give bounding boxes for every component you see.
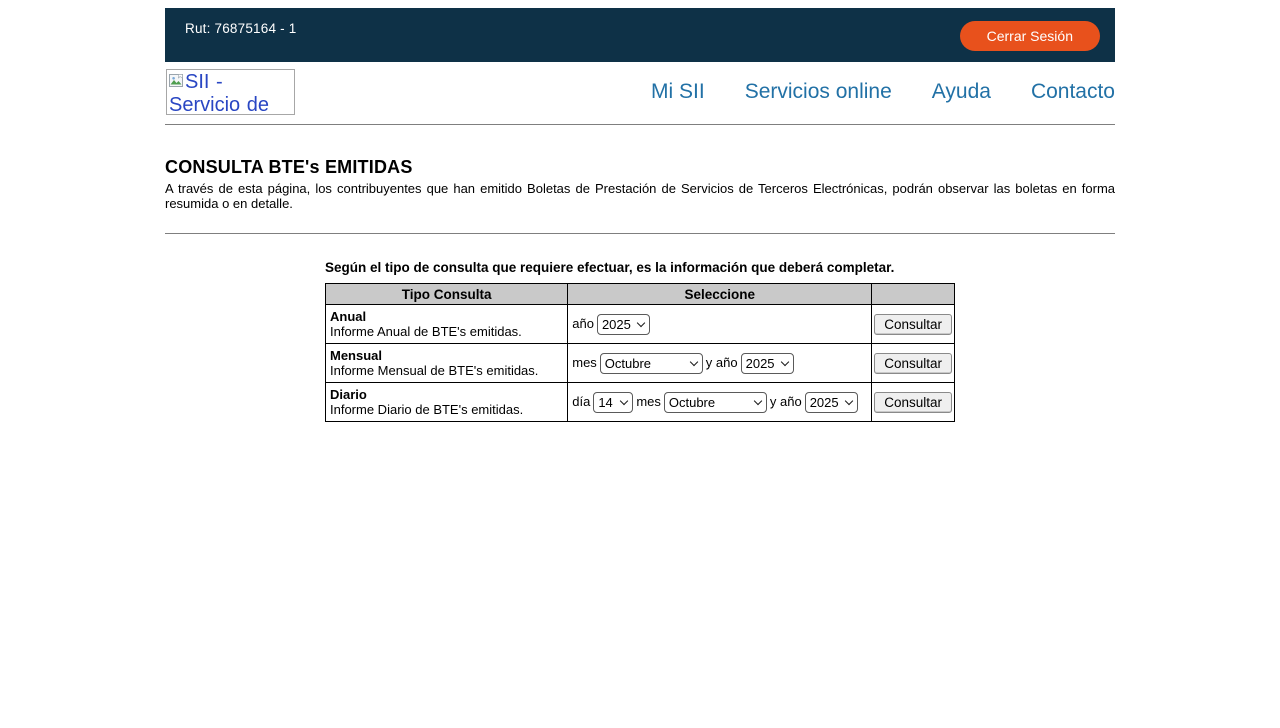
nav-item-mi-sii[interactable]: Mi SII xyxy=(651,80,705,103)
month-label: mes xyxy=(636,393,661,409)
anual-year-select[interactable] xyxy=(597,314,650,335)
month-label: mes xyxy=(572,354,597,370)
table-row-mensual xyxy=(326,344,955,383)
diario-year-select[interactable] xyxy=(805,392,858,413)
broken-image-icon xyxy=(169,71,184,94)
top-bar xyxy=(165,8,1115,62)
diario-month-select[interactable] xyxy=(664,392,767,413)
row-type-label: Mensual xyxy=(330,348,383,363)
main-nav xyxy=(651,62,1115,122)
mensual-month-select[interactable] xyxy=(600,353,703,374)
diario-day-select[interactable] xyxy=(593,392,633,413)
cerrar-sesion-button[interactable]: Cerrar Sesión xyxy=(960,21,1100,51)
page-description: A través de esta página, los contribuyentes que han emitido Boletas de Prestación de Servicios de Terceros Electrónicas, podrán observar las boletas en forma resumida o en detalle. xyxy=(165,181,1115,211)
row-type-label: Anual xyxy=(330,309,367,324)
year-label: año xyxy=(572,315,594,331)
consult-table xyxy=(325,283,955,422)
logo-alt-text: SII - Servicio de xyxy=(169,71,269,115)
year-label: y año xyxy=(769,393,802,409)
rut-label: Rut: 76875164 - 1 xyxy=(185,21,297,36)
col-header-tipo-consulta: Tipo Consulta xyxy=(326,284,568,305)
consultar-diario-button[interactable]: Consultar xyxy=(874,392,952,413)
site-logo[interactable] xyxy=(166,69,295,115)
consultar-mensual-button[interactable]: Consultar xyxy=(874,353,952,374)
consult-section xyxy=(325,260,955,422)
day-label: día xyxy=(572,393,591,409)
consultar-anual-button[interactable]: Consultar xyxy=(874,314,952,335)
section-divider xyxy=(165,233,1115,234)
row-type-description: Informe Diario de BTE's emitidas. xyxy=(330,402,524,417)
year-label: y año xyxy=(705,354,738,370)
row-type-description: Informe Mensual de BTE's emitidas. xyxy=(330,363,539,378)
page-title: CONSULTA BTE's EMITIDAS xyxy=(165,157,413,177)
mensual-year-select[interactable] xyxy=(741,353,794,374)
brand-row xyxy=(165,62,1115,125)
nav-item-ayuda[interactable]: Ayuda xyxy=(931,80,991,103)
instructions-text: Según el tipo de consulta que requiere efectuar, es la información que deberá completar. xyxy=(325,260,895,275)
row-type-description: Informe Anual de BTE's emitidas. xyxy=(330,324,522,339)
table-row-anual xyxy=(326,305,955,344)
table-header-row xyxy=(326,284,955,305)
nav-item-servicios-online[interactable]: Servicios online xyxy=(744,80,892,103)
page-container xyxy=(165,8,1115,422)
nav-item-contacto[interactable]: Contacto xyxy=(1030,80,1115,103)
col-header-seleccione: Seleccione xyxy=(568,284,872,305)
table-row-diario xyxy=(326,383,955,422)
col-header-empty xyxy=(872,284,955,305)
row-type-label: Diario xyxy=(330,387,367,402)
